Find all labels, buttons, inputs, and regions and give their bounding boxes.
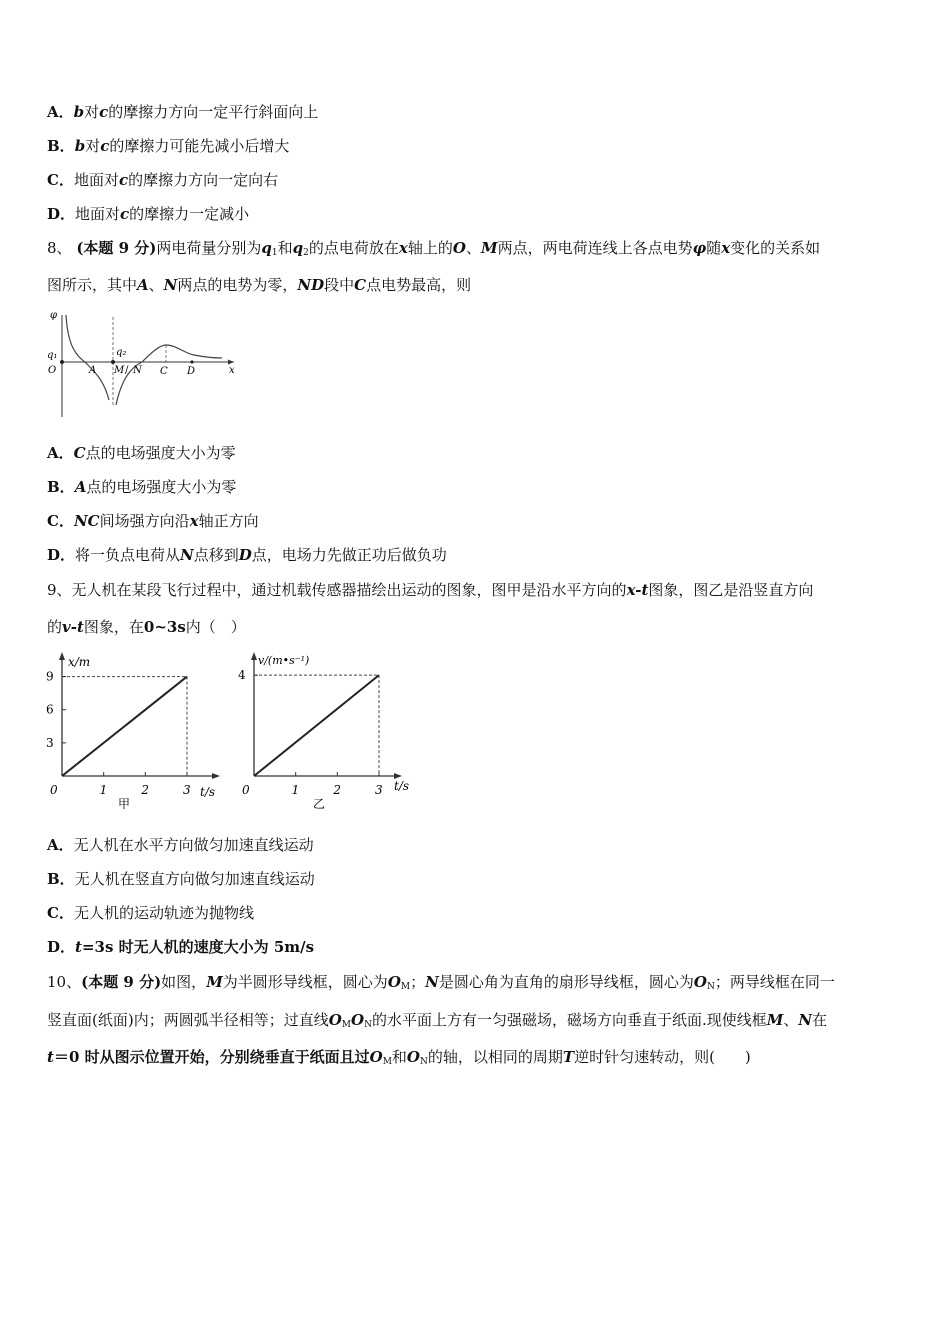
v-t-series-line xyxy=(254,675,379,776)
v-t-ylabel: v/(m•s⁻¹) xyxy=(258,654,310,667)
q8-option-c: C．NC间场强方向沿x轴正方向 xyxy=(47,512,259,530)
q7-option-a: A．b对c的摩擦力方向一定平行斜面向上 xyxy=(47,103,319,121)
phi-axis-label: φ xyxy=(50,310,58,321)
v-t-xtick-label: 3 xyxy=(375,783,383,797)
q10-stem-line1: 10、(本题 9 分)如图，M为半圆形导线框，圆心为$O_M$；N是圆心角为直角的扇形导线框，圆心为$O_N$；两导线框在同一 xyxy=(47,973,835,992)
x-t-xtick-label: 1 xyxy=(99,783,108,797)
q8-stem-line1: 8、 (本题 9 分)两电荷量分别为$q_1$和$q_2$的点电荷放在x轴上的O、M两点，两电荷连线上各点电势φ随x变化的关系如 xyxy=(47,239,821,258)
label-n: N xyxy=(133,365,142,376)
label-c: C xyxy=(160,366,168,377)
q9-option-d: D．t=3s 时无人机的速度大小为 5m/s xyxy=(47,938,315,956)
label-q1: q₁ xyxy=(47,350,58,361)
q8-option-d: D．将一负点电荷从N点移到D点，电场力先做正功后做负功 xyxy=(47,546,447,564)
q7-option-d: D．地面对c的摩擦力一定减小 xyxy=(47,205,250,223)
x-t-y-arrow xyxy=(59,652,65,660)
x-t-ytick-label: 6 xyxy=(46,702,54,717)
v-t-xlabel: t/s xyxy=(394,779,410,793)
v-t-xtick-label: 0 xyxy=(242,783,250,797)
x-t-xtick-label: 2 xyxy=(141,783,149,797)
x-t-title: 甲 xyxy=(118,797,131,811)
label-m: M xyxy=(114,365,125,376)
q8-stem-line2: 图所示，其中A、N两点的电势为零，ND段中C点电势最高，则 xyxy=(47,276,472,294)
q9-option-c: C．无人机的运动轨迹为抛物线 xyxy=(47,904,254,922)
q9-option-b: B．无人机在竖直方向做匀加速直线运动 xyxy=(47,870,315,888)
charge-q1-dot xyxy=(60,360,64,364)
label-q2: q₂ xyxy=(116,347,127,358)
x-t-series-line xyxy=(62,677,187,776)
x-t-ytick-label: 9 xyxy=(46,669,54,684)
charge-q2-dot xyxy=(111,360,115,364)
x-t-ytick-label: 3 xyxy=(46,735,54,750)
potential-curve-right xyxy=(116,345,222,405)
label-slash: / xyxy=(125,365,129,376)
point-d-dot xyxy=(190,360,193,363)
v-t-title: 乙 xyxy=(313,797,326,811)
q9-option-a: A．无人机在水平方向做匀加速直线运动 xyxy=(47,836,314,854)
v-t-xtick-label: 2 xyxy=(333,783,341,797)
x-t-x-arrow xyxy=(212,773,220,779)
potential-curve-left xyxy=(66,315,109,400)
v-t-chart xyxy=(236,648,426,816)
x-axis-label: x xyxy=(229,365,235,376)
label-o: O xyxy=(48,365,57,376)
x-t-chart xyxy=(40,648,230,816)
q9-stem-line1: 9、无人机在某段飞行过程中，通过机载传感器描绘出运动的图象，图甲是沿水平方向的x-t图象，图乙是沿竖直方向 xyxy=(47,581,814,599)
q8-potential-figure xyxy=(42,307,242,422)
q9-stem-line2: 的v-t图象，在0~3s内（ ） xyxy=(47,618,246,636)
x-t-ylabel: x/m xyxy=(68,655,91,669)
q7-option-c: C．地面对c的摩擦力方向一定向右 xyxy=(47,171,279,189)
q8-option-a: A．C点的电场强度大小为零 xyxy=(47,444,236,462)
v-t-ytick-label: 4 xyxy=(238,668,246,683)
x-axis-arrow xyxy=(228,360,234,365)
x-t-xlabel: t/s xyxy=(200,785,216,799)
q10-stem-line3: t＝0 时从图示位置开始，分别绕垂直于纸面且过$O_M$和$O_N$的轴，以相同的周期T逆时针匀速转动，则( ) xyxy=(47,1048,751,1067)
v-t-xtick-label: 1 xyxy=(291,783,300,797)
v-t-y-arrow xyxy=(251,652,257,660)
label-a: A xyxy=(89,365,97,376)
label-d: D xyxy=(187,366,196,377)
x-t-xtick-label: 0 xyxy=(50,783,58,797)
x-t-xtick-label: 3 xyxy=(183,783,191,797)
q8-option-b: B．A点的电场强度大小为零 xyxy=(47,478,237,496)
q7-option-b: B．b对c的摩擦力可能先减小后增大 xyxy=(47,137,290,155)
q10-stem-line2: 竖直面(纸面)内；两圆弧半径相等；过直线$O_MO_N$的水平面上方有一匀强磁场，磁场方向垂直于纸面.现使线框M、N在 xyxy=(47,1011,828,1030)
